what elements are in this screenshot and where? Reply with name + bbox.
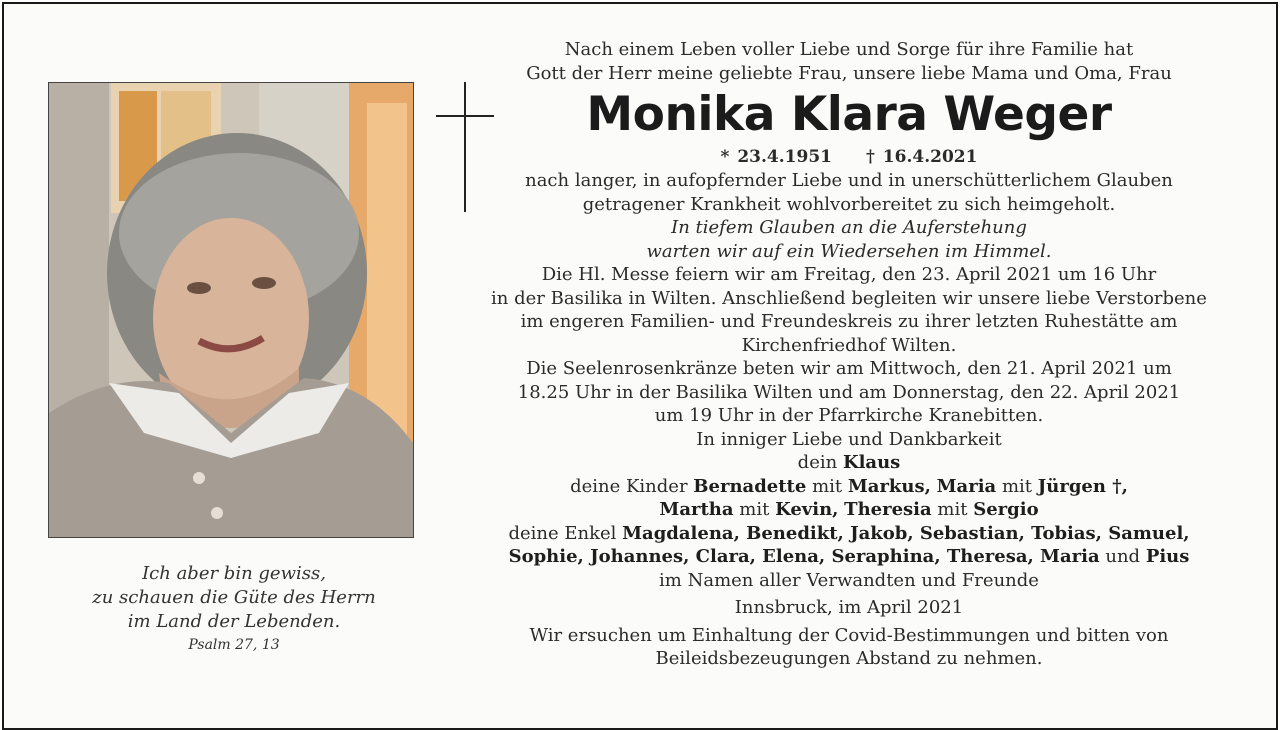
children-line: deine Kinder Bernadette mit Markus, Maria mit Jürgen †, — [570, 475, 1128, 497]
faith-line: In tiefem Glauben an die Auferstehung — [671, 217, 1027, 238]
mass-line: Die Hl. Messe feiern wir am Freitag, den 23. April 2021 um 16 Uhr — [541, 264, 1157, 285]
children-line: Martha mit Kevin, Theresia mit Sergio — [659, 499, 1039, 520]
verse-line: im Land der Lebenden. — [127, 611, 341, 632]
rosary-line: Die Seelenrosenkränze beten wir am Mittwoch, den 21. April 2021 um — [526, 358, 1172, 379]
relatives-line: im Namen aller Verwandten und Freunde — [659, 569, 1039, 591]
covid-line: Wir ersuchen um Einhaltung der Covid-Bestimmungen und bitten von — [529, 624, 1169, 646]
obituary-notice — [2, 2, 1278, 730]
rosary-line: 18.25 Uhr in der Basilika Wilten und am Donnerstag, den 22. April 2021 — [517, 381, 1181, 403]
intro-line: Nach einem Leben voller Liebe und Sorge für ihre Familie hat — [564, 39, 1134, 60]
intro-line: Gott der Herr meine geliebte Frau, unsere liebe Mama und Oma, Frau — [526, 62, 1172, 84]
grandchildren-line: Sophie, Johannes, Clara, Elena, Seraphina, Theresa, Maria und Pius — [508, 546, 1190, 567]
deceased-name: Monika Klara Weger — [586, 87, 1112, 142]
verse-line: Ich aber bin gewiss, — [142, 563, 326, 584]
life-dates — [474, 145, 1224, 169]
rosary-line: um 19 Uhr in der Pfarrkirche Kranebitten. — [654, 405, 1044, 426]
portrait-photo — [48, 82, 414, 538]
grandchildren-line: deine Enkel Magdalena, Benedikt, Jakob, Sebastian, Tobias, Samuel, — [508, 522, 1190, 544]
mass-line: im engeren Familien- und Freundeskreis zu ihrer letzten Ruhestätte am — [520, 311, 1178, 332]
husband-name: Klaus — [842, 452, 901, 473]
faith-line: warten wir auf ein Wiedersehen im Himmel. — [646, 240, 1052, 262]
mass-line: in der Basilika in Wilten. Anschließend begleiten wir unsere liebe Verstorbene — [491, 287, 1207, 309]
death-date: † 16.4.2021 — [866, 147, 978, 167]
psalm-verse — [44, 562, 424, 656]
verse-line: zu schauen die Güte des Herrn — [92, 587, 376, 608]
husband-line: dein Klaus — [797, 452, 901, 473]
notice-text — [474, 38, 1224, 671]
mourners-intro: In inniger Liebe und Dankbarkeit — [696, 428, 1002, 450]
place-date: Innsbruck, im April 2021 — [734, 597, 964, 618]
passing-line: getragener Krankheit wohlvorbereitet zu sich heimgeholt. — [582, 193, 1116, 215]
birth-date: * 23.4.1951 — [720, 147, 832, 167]
covid-line: Beileidsbezeugungen Abstand zu nehmen. — [655, 648, 1043, 669]
verse-source: Psalm 27, 13 — [188, 637, 280, 653]
passing-line: nach langer, in aufopfernder Liebe und in unerschütterlichem Glauben — [525, 170, 1173, 191]
mass-line: Kirchenfriedhof Wilten. — [741, 334, 957, 356]
